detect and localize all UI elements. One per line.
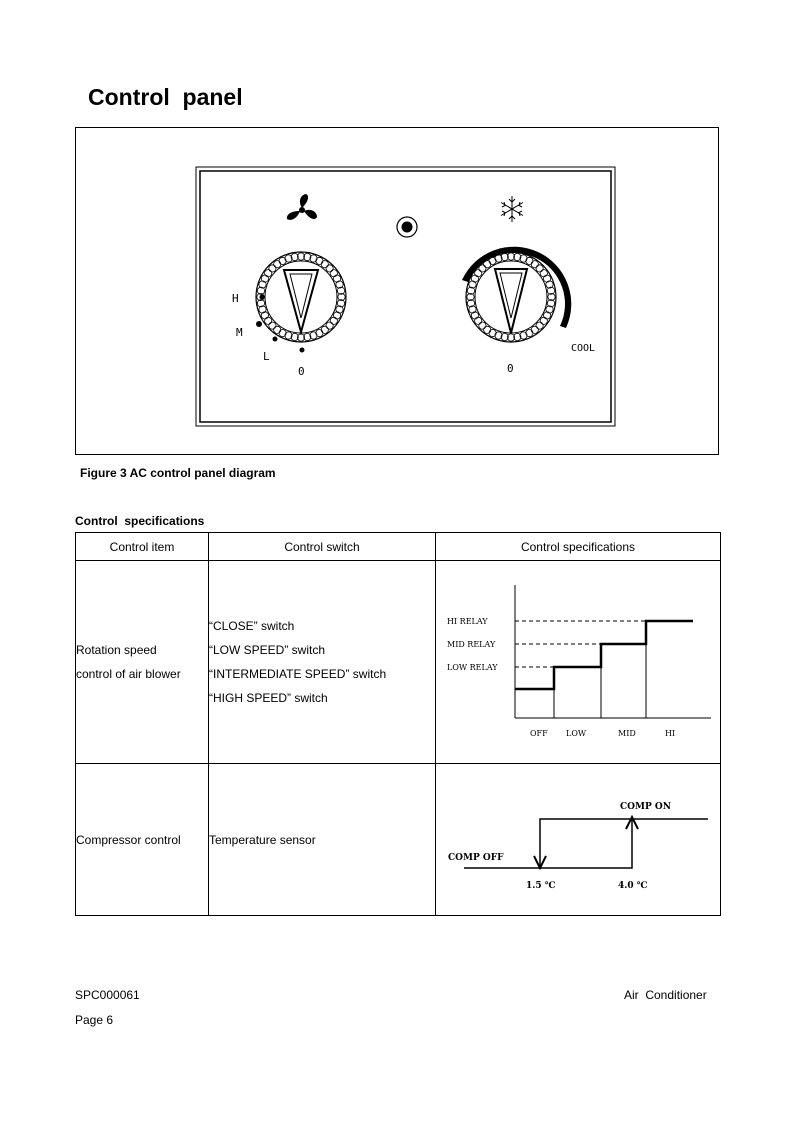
relay-chart-cell bbox=[436, 561, 721, 764]
arrow-pointer-icon bbox=[495, 269, 527, 333]
knurl-bump bbox=[484, 326, 491, 333]
knurl-bump bbox=[326, 322, 333, 329]
fan-label-h: H bbox=[232, 292, 239, 305]
comp-on-path bbox=[540, 819, 708, 868]
knurl-bump bbox=[540, 270, 547, 277]
control-item-cell bbox=[76, 561, 209, 764]
knurl-bump bbox=[261, 275, 268, 282]
speed-label: HI bbox=[665, 729, 676, 738]
knurl-bump bbox=[479, 322, 486, 329]
knurl-bump bbox=[544, 312, 551, 319]
fan-label-off: 0 bbox=[298, 365, 305, 378]
knurl-bump bbox=[536, 322, 543, 329]
compressor-chart-cell bbox=[436, 764, 721, 916]
control-item-line: Rotation speed bbox=[76, 643, 157, 657]
relay-label: HI RELAY bbox=[447, 617, 488, 626]
relay-label: LOW RELAY bbox=[447, 663, 498, 672]
knurl-bump bbox=[326, 265, 333, 272]
knurl-bump bbox=[540, 317, 547, 324]
speed-label: MID bbox=[618, 729, 636, 738]
table-header-row bbox=[76, 533, 721, 561]
footer-doc-id: SPC000061 bbox=[75, 988, 140, 1002]
control-item-line: control of air blower bbox=[76, 667, 181, 681]
relay-step-chart bbox=[436, 561, 720, 760]
knurl-bump bbox=[265, 270, 272, 277]
switch-line: “HIGH SPEED” switch bbox=[209, 691, 328, 705]
knurl-bump bbox=[334, 312, 341, 319]
footer-product: Air Conditioner bbox=[624, 988, 707, 1002]
knurl-bump bbox=[321, 261, 328, 268]
column-header: Control item bbox=[76, 533, 209, 561]
knurl-bump bbox=[330, 317, 337, 324]
snowflake-icon bbox=[501, 196, 523, 222]
page-title: Control panel bbox=[88, 84, 243, 110]
knurl-bump bbox=[274, 326, 281, 333]
fan-label-m: M bbox=[236, 326, 243, 339]
knurl-bump bbox=[531, 326, 538, 333]
column-header: Control specifications bbox=[436, 533, 721, 561]
spec-heading: Control specifications bbox=[75, 514, 205, 528]
knurl-bump bbox=[489, 330, 496, 337]
knurl-bump bbox=[265, 317, 272, 324]
comp-off-label: COMP OFF bbox=[448, 853, 504, 863]
fan-speed-knob bbox=[256, 252, 346, 353]
knurl-bump bbox=[321, 326, 328, 333]
control-item-line: Compressor control bbox=[76, 832, 181, 847]
knurl-bump bbox=[274, 261, 281, 268]
switch-line: Temperature sensor bbox=[209, 832, 316, 847]
thermostat-knob bbox=[462, 247, 571, 342]
indicator-light bbox=[397, 217, 417, 237]
knurl-bump bbox=[536, 265, 543, 272]
column-header: Control switch bbox=[209, 533, 436, 561]
control-panel-figure bbox=[75, 127, 719, 455]
fan-label-l: L bbox=[263, 350, 270, 363]
knurl-bump bbox=[330, 270, 337, 277]
knurl-bump bbox=[475, 270, 482, 277]
knurl-bump bbox=[531, 261, 538, 268]
knurl-bump bbox=[269, 265, 276, 272]
switch-line: “INTERMEDIATE SPEED” switch bbox=[209, 667, 387, 681]
threshold-label: 1.5 ℃ bbox=[526, 881, 556, 891]
fan-knob-knurl bbox=[257, 253, 345, 341]
relay-step-line bbox=[515, 621, 693, 689]
control-panel-diagram bbox=[76, 128, 720, 456]
thermostat-knob-knurl bbox=[467, 253, 555, 341]
comp-on-label: COMP ON bbox=[620, 802, 671, 812]
speed-label: OFF bbox=[530, 729, 548, 738]
control-switch-cell bbox=[209, 764, 436, 916]
figure-caption: Figure 3 AC control panel diagram bbox=[80, 466, 276, 480]
speed-label: LOW bbox=[566, 729, 587, 738]
control-item-cell bbox=[76, 764, 209, 916]
compressor-hysteresis-chart bbox=[436, 764, 720, 912]
table-row bbox=[76, 561, 721, 764]
fan-icon bbox=[287, 194, 317, 220]
arrow-pointer-icon bbox=[284, 270, 318, 332]
knurl-bump bbox=[269, 322, 276, 329]
switch-line: “LOW SPEED” switch bbox=[209, 643, 326, 657]
switch-line: “CLOSE” switch bbox=[209, 619, 295, 633]
control-switch-cell bbox=[209, 561, 436, 764]
knurl-bump bbox=[471, 275, 478, 282]
spec-table bbox=[75, 532, 721, 916]
knurl-bump bbox=[279, 330, 286, 337]
relay-label: MID RELAY bbox=[447, 640, 496, 649]
knurl-bump bbox=[526, 257, 533, 264]
knurl-bump bbox=[316, 257, 323, 264]
knurl-bump bbox=[475, 317, 482, 324]
footer-page-number: Page 6 bbox=[75, 1013, 114, 1027]
table-row bbox=[76, 764, 721, 916]
thermostat-label-off: 0 bbox=[507, 362, 514, 375]
thermostat-label-cool: COOL bbox=[571, 343, 596, 354]
panel-outer-frame bbox=[196, 167, 615, 426]
threshold-label: 4.0 ℃ bbox=[618, 881, 648, 891]
